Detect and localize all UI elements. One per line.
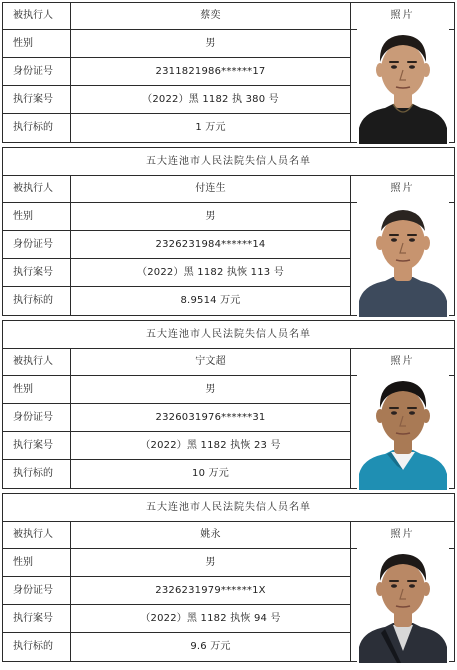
photo-header-text: 照片 — [390, 183, 415, 194]
field-label-id-number — [2, 403, 71, 432]
portrait-photo — [357, 201, 449, 317]
field-label-text: 被执行人 — [13, 529, 53, 540]
field-value-gender — [70, 548, 351, 577]
field-label-amount — [2, 113, 71, 143]
field-value-text: 男 — [205, 383, 216, 395]
field-label-text: 执行标的 — [13, 122, 53, 133]
field-label-gender — [2, 29, 71, 58]
field-label-gender — [2, 202, 71, 231]
field-value-text: 9.6 万元 — [190, 641, 231, 652]
field-label-case-number — [2, 431, 71, 460]
field-label-text: 执行案号 — [13, 266, 53, 278]
photo-cell — [350, 375, 455, 489]
field-value-case-number — [70, 604, 351, 633]
field-label-text: 身份证号 — [13, 238, 53, 250]
photo-header — [350, 175, 455, 203]
field-value-text: 10 万元 — [192, 468, 229, 479]
field-label-case-number — [2, 604, 71, 633]
field-label-gender — [2, 375, 71, 404]
field-label-text: 性别 — [13, 37, 33, 49]
field-label-text: 性别 — [13, 383, 33, 395]
field-label-text: 被执行人 — [13, 356, 53, 367]
photo-header-text: 照片 — [390, 10, 415, 21]
section-caption — [2, 493, 455, 522]
field-value-text: （2022）黑 1182 执恢 94 号 — [140, 612, 281, 624]
field-value-name — [70, 348, 351, 376]
field-value-amount — [70, 113, 351, 143]
field-value-text: 男 — [205, 210, 216, 222]
photo-cell — [350, 29, 455, 143]
field-value-text: （2022）黑 1182 执 380 号 — [142, 93, 279, 105]
field-label-name — [2, 2, 71, 30]
field-value-case-number — [70, 85, 351, 114]
field-value-text: （2022）黑 1182 执恢 23 号 — [140, 439, 281, 451]
field-value-text: 蔡奕 — [200, 10, 221, 21]
field-value-case-number — [70, 431, 351, 460]
field-value-text: （2022）黑 1182 执恢 113 号 — [137, 266, 284, 278]
field-value-id-number — [70, 230, 351, 259]
field-label-text: 身份证号 — [13, 411, 53, 423]
field-value-gender — [70, 375, 351, 404]
photo-header — [350, 521, 455, 549]
field-label-name — [2, 175, 71, 203]
field-label-text: 被执行人 — [13, 183, 53, 194]
portrait-photo — [357, 374, 449, 490]
field-label-id-number — [2, 230, 71, 259]
field-value-text: 男 — [205, 556, 216, 568]
field-value-text: 男 — [205, 37, 216, 49]
field-value-case-number — [70, 258, 351, 287]
field-value-text: 2326231979******1X — [155, 584, 266, 596]
section-caption — [2, 147, 455, 176]
field-label-id-number — [2, 576, 71, 605]
field-label-amount — [2, 286, 71, 316]
field-label-text: 性别 — [13, 556, 33, 568]
field-label-id-number — [2, 57, 71, 86]
photo-cell — [350, 202, 455, 316]
field-label-text: 身份证号 — [13, 65, 53, 77]
field-label-text: 执行案号 — [13, 612, 53, 624]
field-label-text: 被执行人 — [13, 10, 53, 21]
photo-cell — [350, 548, 455, 662]
photo-header-text: 照片 — [390, 529, 415, 540]
field-label-gender — [2, 548, 71, 577]
field-value-text: 2326231984******14 — [155, 238, 266, 250]
field-value-name — [70, 2, 351, 30]
field-value-text: 2311821986******17 — [155, 65, 266, 77]
field-label-text: 执行标的 — [13, 295, 53, 306]
field-value-name — [70, 521, 351, 549]
portrait-photo — [357, 547, 449, 663]
field-value-id-number — [70, 576, 351, 605]
section-caption-text: 五大连池市人民法院失信人员名单 — [146, 501, 311, 513]
field-label-case-number — [2, 85, 71, 114]
section-caption-text: 五大连池市人民法院失信人员名单 — [146, 328, 311, 340]
field-value-text: 2326031976******31 — [155, 411, 266, 423]
field-label-text: 身份证号 — [13, 584, 53, 596]
field-value-text: 姚永 — [200, 529, 221, 540]
field-label-name — [2, 521, 71, 549]
photo-header — [350, 348, 455, 376]
section-caption-text: 五大连池市人民法院失信人员名单 — [146, 155, 311, 167]
field-label-amount — [2, 632, 71, 662]
portrait-photo — [357, 28, 449, 144]
field-label-text: 执行标的 — [13, 468, 53, 479]
field-value-text: 付连生 — [195, 183, 226, 194]
field-label-text: 执行案号 — [13, 93, 53, 105]
field-value-amount — [70, 459, 351, 489]
field-label-amount — [2, 459, 71, 489]
field-value-amount — [70, 286, 351, 316]
field-label-name — [2, 348, 71, 376]
field-label-text: 执行案号 — [13, 439, 53, 451]
photo-header-text: 照片 — [390, 356, 415, 367]
field-label-text: 性别 — [13, 210, 33, 222]
field-label-text: 执行标的 — [13, 641, 53, 652]
field-value-id-number — [70, 403, 351, 432]
field-value-text: 宁文超 — [195, 356, 226, 367]
section-caption — [2, 320, 455, 349]
field-value-amount — [70, 632, 351, 662]
photo-header — [350, 2, 455, 30]
field-value-text: 1 万元 — [195, 122, 226, 133]
field-value-id-number — [70, 57, 351, 86]
field-label-case-number — [2, 258, 71, 287]
field-value-name — [70, 175, 351, 203]
field-value-gender — [70, 202, 351, 231]
field-value-text: 8.9514 万元 — [180, 295, 241, 306]
field-value-gender — [70, 29, 351, 58]
